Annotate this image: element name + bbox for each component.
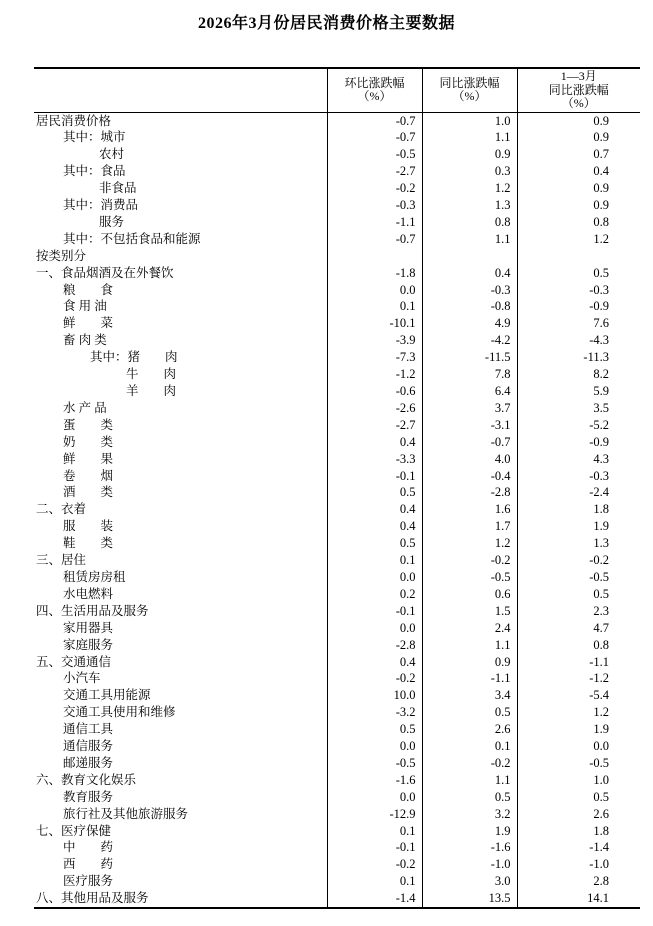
cell-yoy-change: -0.2 (422, 755, 517, 772)
cell-mom-change: -0.5 (327, 755, 422, 772)
cell-mom-change: -1.6 (327, 772, 422, 789)
table-row (34, 484, 640, 501)
cell-mom-change: -0.1 (327, 839, 422, 856)
row-label: 旅行社及其他旅游服务 (63, 806, 189, 821)
cell-yoy-change: 0.5 (422, 704, 517, 721)
cell-mom-change: -0.2 (327, 180, 422, 197)
cell-ytd-yoy-change: -5.2 (517, 417, 640, 434)
cell-mom-change: -2.8 (327, 637, 422, 654)
cell-mom-change: 0.0 (327, 282, 422, 299)
cell-ytd-yoy-change: 0.7 (517, 146, 640, 163)
table-row (34, 112, 640, 129)
header-yoy-change: 同比涨跌幅 （%） (422, 68, 517, 112)
table-row (34, 197, 640, 214)
cell-mom-change: -1.4 (327, 890, 422, 908)
table-row (34, 856, 640, 873)
cell-mom-change: 0.4 (327, 518, 422, 535)
row-label: 水 产 品 (63, 400, 107, 415)
table-row (34, 738, 640, 755)
cell-ytd-yoy-change: 4.3 (517, 451, 640, 468)
cell-yoy-change: -1.0 (422, 856, 517, 873)
row-label: 蛋 类 (63, 417, 114, 432)
table-row (34, 434, 640, 451)
cell-yoy-change: 2.6 (422, 721, 517, 738)
cell-mom-change: -1.8 (327, 265, 422, 282)
table-row (34, 670, 640, 687)
table-row (34, 349, 640, 366)
cell-ytd-yoy-change: 2.3 (517, 603, 640, 620)
cell-ytd-yoy-change: -4.3 (517, 332, 640, 349)
table-row (34, 282, 640, 299)
cell-mom-change: -0.7 (327, 231, 422, 248)
cell-yoy-change: -1.1 (422, 670, 517, 687)
cell-mom-change: -0.7 (327, 112, 422, 129)
cell-ytd-yoy-change: 1.8 (517, 501, 640, 518)
table-row (34, 468, 640, 485)
cell-ytd-yoy-change: -5.4 (517, 687, 640, 704)
cell-mom-change: 0.1 (327, 552, 422, 569)
cell-yoy-change: -0.8 (422, 298, 517, 315)
cell-yoy-change: -0.4 (422, 468, 517, 485)
row-label: 按类别分 (36, 248, 87, 263)
cell-ytd-yoy-change: 14.1 (517, 890, 640, 908)
cell-ytd-yoy-change: 0.8 (517, 637, 640, 654)
cell-ytd-yoy-change: -0.9 (517, 298, 640, 315)
table-row (34, 163, 640, 180)
cell-ytd-yoy-change: 1.2 (517, 704, 640, 721)
cell-yoy-change: 0.6 (422, 586, 517, 603)
cell-ytd-yoy-change: 2.8 (517, 873, 640, 890)
cell-yoy-change: 0.5 (422, 789, 517, 806)
row-label: 其中：消费品 (63, 198, 139, 213)
cell-yoy-change: -0.7 (422, 434, 517, 451)
cell-ytd-yoy-change: -1.2 (517, 670, 640, 687)
cell-ytd-yoy-change: -0.5 (517, 569, 640, 586)
table-row (34, 620, 640, 637)
cell-mom-change: -3.9 (327, 332, 422, 349)
cell-yoy-change: 4.0 (422, 451, 517, 468)
cell-mom-change: -0.3 (327, 197, 422, 214)
row-label: 鞋 类 (63, 536, 114, 551)
header-row (34, 68, 640, 112)
header-ytd-yoy-change: 1—3月 同比涨跌幅 （%） (517, 68, 640, 112)
cell-mom-change: 0.4 (327, 654, 422, 671)
row-label: 粮 食 (63, 282, 114, 297)
cell-ytd-yoy-change: 0.5 (517, 265, 640, 282)
cell-yoy-change: 0.9 (422, 146, 517, 163)
row-label: 农村 (99, 147, 125, 162)
row-label: 奶 类 (63, 434, 114, 449)
row-label: 七、医疗保健 (36, 823, 112, 838)
row-label: 五、交通通信 (36, 654, 112, 669)
cell-yoy-change: 0.4 (422, 265, 517, 282)
cell-yoy-change: 1.1 (422, 129, 517, 146)
cell-ytd-yoy-change: -2.4 (517, 484, 640, 501)
cell-ytd-yoy-change: 0.9 (517, 112, 640, 129)
cell-mom-change: -0.2 (327, 856, 422, 873)
table-row (34, 704, 640, 721)
table-row (34, 332, 640, 349)
cell-ytd-yoy-change: 4.7 (517, 620, 640, 637)
table-row (34, 654, 640, 671)
row-label: 羊 肉 (126, 384, 177, 398)
row-label: 通信服务 (63, 739, 114, 754)
row-label: 三、居住 (36, 553, 87, 568)
table-row (34, 417, 640, 434)
table-row (34, 383, 640, 400)
row-label: 卷 烟 (63, 468, 114, 483)
cell-ytd-yoy-change: -1.4 (517, 839, 640, 856)
cell-ytd-yoy-change: -0.2 (517, 552, 640, 569)
cell-yoy-change: 3.2 (422, 806, 517, 823)
cell-mom-change (327, 248, 422, 265)
cell-yoy-change: 3.7 (422, 400, 517, 417)
cell-yoy-change: 4.9 (422, 315, 517, 332)
cell-yoy-change: -0.3 (422, 282, 517, 299)
cell-yoy-change (422, 248, 517, 265)
row-label: 小汽车 (63, 671, 101, 686)
table-row (34, 501, 640, 518)
cell-yoy-change: -3.1 (422, 417, 517, 434)
cell-mom-change: 0.1 (327, 873, 422, 890)
row-label: 其中：城市 (63, 130, 126, 145)
row-label: 通信工具 (63, 722, 114, 737)
cell-mom-change: 0.0 (327, 620, 422, 637)
cell-mom-change: -0.2 (327, 670, 422, 687)
cell-ytd-yoy-change: 0.9 (517, 129, 640, 146)
cell-yoy-change: 1.7 (422, 518, 517, 535)
cell-mom-change: 0.1 (327, 823, 422, 840)
cell-mom-change: -7.3 (327, 349, 422, 366)
cell-yoy-change: 1.6 (422, 501, 517, 518)
cell-mom-change: 0.1 (327, 298, 422, 315)
row-label: 中 药 (63, 840, 114, 855)
cell-ytd-yoy-change (517, 248, 640, 265)
cell-ytd-yoy-change: 0.4 (517, 163, 640, 180)
cell-ytd-yoy-change: 0.9 (517, 180, 640, 197)
cell-yoy-change: 7.8 (422, 366, 517, 383)
row-label: 食 用 油 (63, 299, 107, 314)
cell-ytd-yoy-change: 8.2 (517, 366, 640, 383)
row-label: 其中：猪 肉 (90, 350, 178, 365)
table-row (34, 535, 640, 552)
header-category-blank (34, 68, 327, 112)
row-label: 交通工具用能源 (63, 688, 151, 703)
table-row (34, 129, 640, 146)
table-row (34, 400, 640, 417)
row-label: 邮递服务 (63, 755, 114, 770)
cell-mom-change: -0.1 (327, 603, 422, 620)
cell-ytd-yoy-change: 2.6 (517, 806, 640, 823)
cell-ytd-yoy-change: 5.9 (517, 383, 640, 400)
cell-ytd-yoy-change: -0.9 (517, 434, 640, 451)
cell-yoy-change: 13.5 (422, 890, 517, 908)
cell-ytd-yoy-change: 0.5 (517, 586, 640, 603)
cell-ytd-yoy-change: 1.8 (517, 823, 640, 840)
cell-ytd-yoy-change: -0.3 (517, 468, 640, 485)
row-label: 鲜 果 (63, 451, 114, 466)
cell-yoy-change: 0.3 (422, 163, 517, 180)
cell-yoy-change: 1.2 (422, 180, 517, 197)
cell-yoy-change: -4.2 (422, 332, 517, 349)
cell-mom-change: 0.2 (327, 586, 422, 603)
row-label: 服 装 (63, 519, 114, 534)
cell-mom-change: -2.7 (327, 417, 422, 434)
table-row (34, 248, 640, 265)
table-row (34, 552, 640, 569)
row-label: 水电燃料 (63, 586, 114, 601)
cell-yoy-change: -2.8 (422, 484, 517, 501)
cell-yoy-change: -1.6 (422, 839, 517, 856)
table-row (34, 806, 640, 823)
cell-mom-change: 0.4 (327, 434, 422, 451)
cell-ytd-yoy-change: 3.5 (517, 400, 640, 417)
cell-mom-change: 10.0 (327, 687, 422, 704)
row-label: 非食品 (99, 181, 137, 196)
cell-ytd-yoy-change: -0.5 (517, 755, 640, 772)
cell-mom-change: 0.5 (327, 484, 422, 501)
cell-yoy-change: 1.1 (422, 231, 517, 248)
cell-mom-change: -12.9 (327, 806, 422, 823)
cell-yoy-change: 1.2 (422, 535, 517, 552)
row-label: 租赁房房租 (63, 569, 126, 584)
cell-ytd-yoy-change: -1.1 (517, 654, 640, 671)
cell-yoy-change: 1.1 (422, 637, 517, 654)
cell-yoy-change: 2.4 (422, 620, 517, 637)
cell-mom-change: 0.0 (327, 569, 422, 586)
table-row (34, 873, 640, 890)
table-row (34, 231, 640, 248)
table-row (34, 721, 640, 738)
table-row (34, 839, 640, 856)
cell-mom-change: -2.6 (327, 400, 422, 417)
table-row (34, 569, 640, 586)
row-label: 西 药 (63, 857, 114, 872)
cell-yoy-change: 1.0 (422, 112, 517, 129)
row-label: 酒 类 (63, 485, 114, 500)
cell-mom-change: 0.0 (327, 789, 422, 806)
cell-mom-change: -0.7 (327, 129, 422, 146)
table-row (34, 298, 640, 315)
cell-yoy-change: 1.9 (422, 823, 517, 840)
cell-mom-change: -1.2 (327, 366, 422, 383)
cell-yoy-change: 3.4 (422, 687, 517, 704)
row-label: 其中：不包括食品和能源 (63, 231, 201, 246)
cell-ytd-yoy-change: 0.8 (517, 214, 640, 231)
cell-mom-change: 0.0 (327, 738, 422, 755)
cell-ytd-yoy-change: 0.9 (517, 197, 640, 214)
table-row (34, 772, 640, 789)
row-label: 家用器具 (63, 620, 114, 635)
table-row (34, 146, 640, 163)
cell-mom-change: -1.1 (327, 214, 422, 231)
cell-mom-change: 0.5 (327, 535, 422, 552)
table-row (34, 451, 640, 468)
cell-mom-change: 0.5 (327, 721, 422, 738)
table-row (34, 789, 640, 806)
cell-ytd-yoy-change: 1.0 (517, 772, 640, 789)
cell-mom-change: -0.6 (327, 383, 422, 400)
table-row (34, 755, 640, 772)
cell-ytd-yoy-change: -1.0 (517, 856, 640, 873)
table-row (34, 687, 640, 704)
row-label: 教育服务 (63, 789, 114, 804)
table-row (34, 637, 640, 654)
row-label: 牛 肉 (126, 367, 177, 382)
cell-yoy-change: 0.8 (422, 214, 517, 231)
cell-yoy-change: 1.5 (422, 603, 517, 620)
row-label: 八、其他用品及服务 (36, 891, 149, 906)
row-label: 居民消费价格 (36, 113, 112, 128)
table-row (34, 366, 640, 383)
cell-yoy-change: -0.5 (422, 569, 517, 586)
cell-ytd-yoy-change: 7.6 (517, 315, 640, 332)
cell-ytd-yoy-change: 1.3 (517, 535, 640, 552)
cell-mom-change: -3.2 (327, 704, 422, 721)
row-label: 交通工具使用和维修 (63, 705, 176, 720)
cell-ytd-yoy-change: 1.2 (517, 231, 640, 248)
cell-mom-change: -0.1 (327, 468, 422, 485)
table-row (34, 214, 640, 231)
row-label: 畜 肉 类 (63, 333, 107, 348)
header-mom-change: 环比涨跌幅 （%） (327, 68, 422, 112)
cell-yoy-change: 6.4 (422, 383, 517, 400)
cell-mom-change: -3.3 (327, 451, 422, 468)
table-row (34, 603, 640, 620)
cell-mom-change: -0.5 (327, 146, 422, 163)
row-label: 六、教育文化娱乐 (36, 772, 137, 787)
table-row (34, 823, 640, 840)
row-label: 服务 (99, 214, 125, 229)
row-label: 二、衣着 (36, 502, 87, 517)
table-row (34, 890, 640, 908)
cell-yoy-change: 0.9 (422, 654, 517, 671)
cell-yoy-change: 3.0 (422, 873, 517, 890)
cell-yoy-change: 1.3 (422, 197, 517, 214)
table-row (34, 315, 640, 332)
cell-mom-change: 0.4 (327, 501, 422, 518)
row-label: 鲜 菜 (63, 316, 114, 331)
cell-yoy-change: -11.5 (422, 349, 517, 366)
table-row (34, 518, 640, 535)
cell-mom-change: -2.7 (327, 163, 422, 180)
page-title: 2026年3月份居民消费价格主要数据 (197, 15, 455, 32)
cell-ytd-yoy-change: 1.9 (517, 721, 640, 738)
cell-ytd-yoy-change: -0.3 (517, 282, 640, 299)
cell-yoy-change: 0.1 (422, 738, 517, 755)
cell-mom-change: -10.1 (327, 315, 422, 332)
row-label: 一、食品烟酒及在外餐饮 (36, 265, 174, 280)
table-row (34, 265, 640, 282)
row-label: 其中：食品 (63, 164, 126, 179)
row-label: 四、生活用品及服务 (36, 603, 149, 618)
cell-yoy-change: 1.1 (422, 772, 517, 789)
row-label: 家庭服务 (63, 637, 114, 652)
cell-ytd-yoy-change: 0.0 (517, 738, 640, 755)
table-row (34, 586, 640, 603)
cell-yoy-change: -0.2 (422, 552, 517, 569)
cell-ytd-yoy-change: 1.9 (517, 518, 640, 535)
row-label: 医疗服务 (63, 874, 114, 889)
cell-ytd-yoy-change: 0.5 (517, 789, 640, 806)
cell-ytd-yoy-change: -11.3 (517, 349, 640, 366)
table-row (34, 180, 640, 197)
cpi-data-table (34, 67, 640, 909)
